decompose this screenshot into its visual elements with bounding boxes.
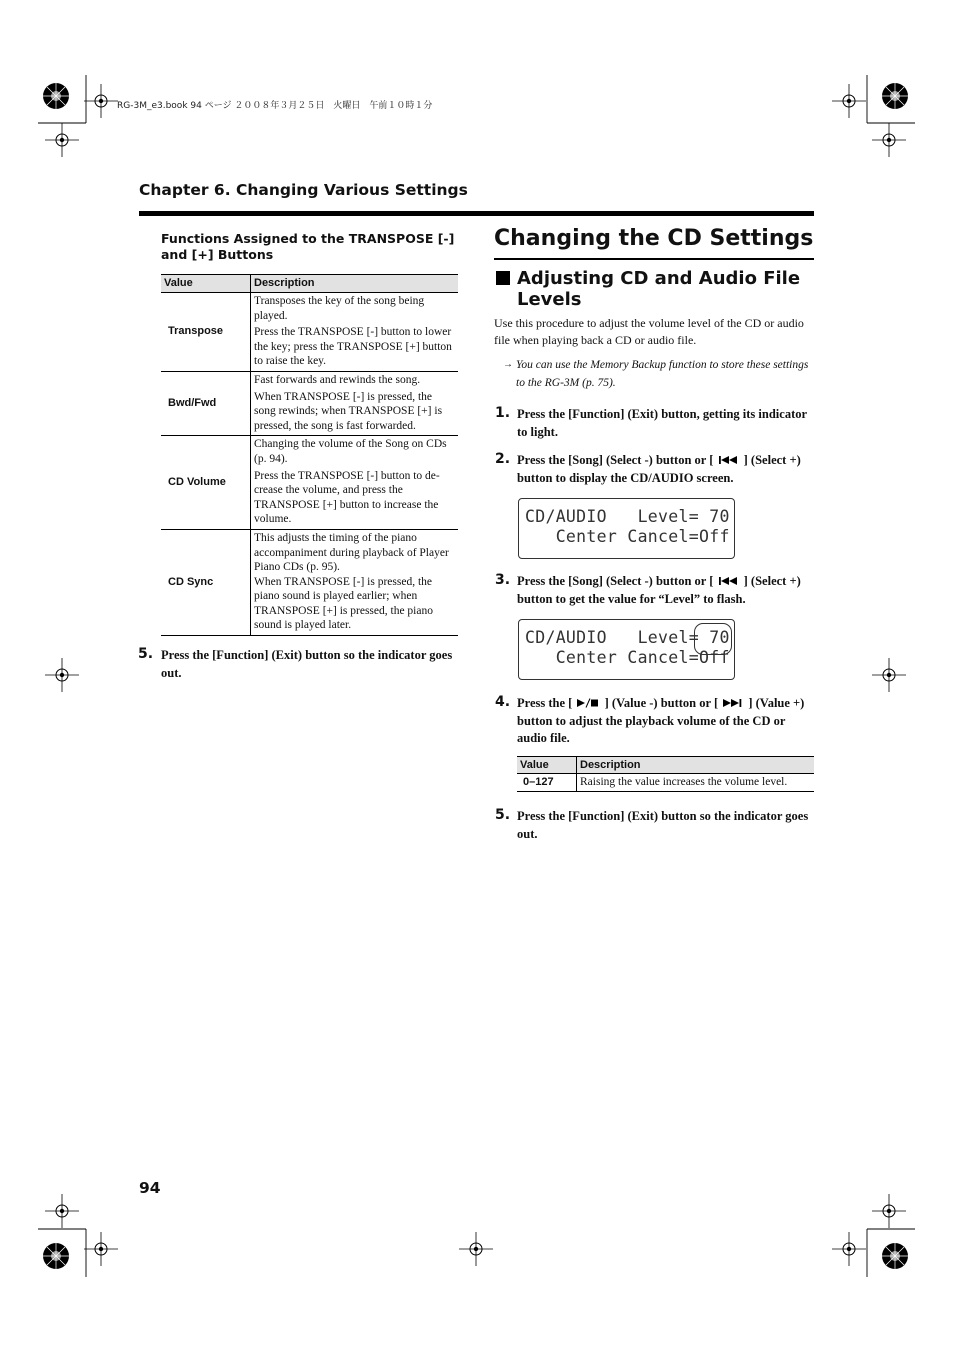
step-number: 3. [495,572,511,588]
lcd-line-1: CD/AUDIO Level= 70 [525,507,730,526]
column-header-description: Description [251,275,459,293]
lcd-line-2: Center Cancel=Off [525,648,730,667]
step-number: 5. [138,646,154,662]
column-header-value: Value [517,757,577,774]
step-text-part: ] (Value +) button to adjust the playback volume of the CD or audio file. [517,696,805,745]
row-value: CD Volume [161,436,251,530]
table-header-row [161,275,458,293]
row-description [251,529,459,635]
step-text-part: Press the [Song] (Select -) button or [ [517,574,714,588]
step-text-part: ] (Select +) button to display the CD/AUDIO screen. [517,453,801,485]
lcd-line-2: Center Cancel=Off [525,527,730,546]
row-description [251,436,459,530]
step-text: Press the [Function] (Exit) button, getting its indicator to light. [517,407,807,439]
row-description: Raising the value increases the volume level. [577,774,815,792]
row-value: CD Sync [161,529,251,635]
step-number: 2. [495,451,511,467]
step-text [517,573,814,608]
step-text-part: Press the [ [517,696,573,710]
transpose-functions-table [161,274,458,636]
memory-note [503,356,814,392]
skip-back-icon [717,455,741,465]
step-text [517,452,814,487]
lcd-display-level [518,498,735,559]
play-stop-icon [575,698,601,708]
desc-line: Changing the volume of the Song on CDs (p. 94). [254,438,447,465]
desc-line: Transposes the key of the song being played. [254,295,425,322]
section-title [494,268,814,310]
level-value-table [517,756,814,792]
desc-line: Fast forwards and rewinds the song. [254,373,421,386]
row-value: Transpose [161,293,251,372]
section-title-text: Adjusting CD and Audio File Levels [517,268,801,310]
step-number: 1. [495,405,511,421]
table-row [161,529,458,635]
page-title: Changing the CD Settings [494,226,814,251]
note-text: You can use the Memory Backup function to store these settings to the RG-3M (p. 75). [516,359,809,389]
step-text: Press the [Function] (Exit) button so the indicator goes out. [161,648,453,680]
desc-line: When TRANSPOSE [-] is pressed, the song rewinds; when TRANSPOSE [+] is pressed, the song is fast forwarded. [254,390,443,432]
column-header-description: Description [577,757,815,774]
flashing-value-highlight [694,623,732,655]
intro-paragraph: Use this procedure to adjust the volume level of the CD or audio file when playing back a CD or audio file. [494,316,804,347]
chapter-heading: Chapter 6. Changing Various Settings [139,181,468,199]
row-value: 0–127 [517,774,577,792]
page-number: 94 [139,1179,161,1197]
square-bullet-icon [496,271,510,285]
print-header: RG-3M_e3.book 94 ページ ２００８年３月２５日 火曜日 午前１０時１分 [117,101,433,111]
step-text-part: ] (Select +) button to get the value for “Level” to flash. [517,574,801,606]
row-value: Bwd/Fwd [161,371,251,435]
table-row [161,436,458,530]
desc-line: When TRANSPOSE [-] is pressed, the piano sound is played earlier; when TRANSPOSE [+] is pressed, the piano sound is played later. [254,575,433,632]
step-number: 5. [495,807,511,823]
chapter-rule [139,211,814,216]
row-description [251,293,459,372]
table-row [161,293,458,372]
step-number: 4. [495,694,511,710]
desc-line: Press the TRANSPOSE [-] button to de-crease the volume, and press the TRANSPOSE [+] button to increase the volume. [254,469,440,526]
step-text-part: Press the [Song] (Select -) button or [ [517,453,714,467]
lcd-line-1: CD/AUDIO Level= 70 [525,628,730,647]
row-description [251,371,459,435]
column-header-value: Value [161,275,251,293]
skip-forward-icon [721,698,745,708]
table-row [161,371,458,435]
title-rule [494,258,814,260]
table-heading: Functions Assigned to the TRANSPOSE [-] and [+] Buttons [161,231,455,262]
table-row [517,774,814,792]
step-text-part: ] (Value -) button or [ [604,696,719,710]
arrow-right-icon: → [503,359,513,370]
skip-back-icon [717,576,741,586]
desc-line: Press the TRANSPOSE [-] button to lower the key; press the TRANSPOSE [+] button to raise the key. [254,326,452,368]
desc-line: This adjusts the timing of the piano accompaniment during playback of Player Piano CDs (p. 95). [254,531,449,574]
step-text: Press the [Function] (Exit) button so the indicator goes out. [517,809,809,841]
table-header-row [517,757,814,774]
step-text [517,695,814,748]
